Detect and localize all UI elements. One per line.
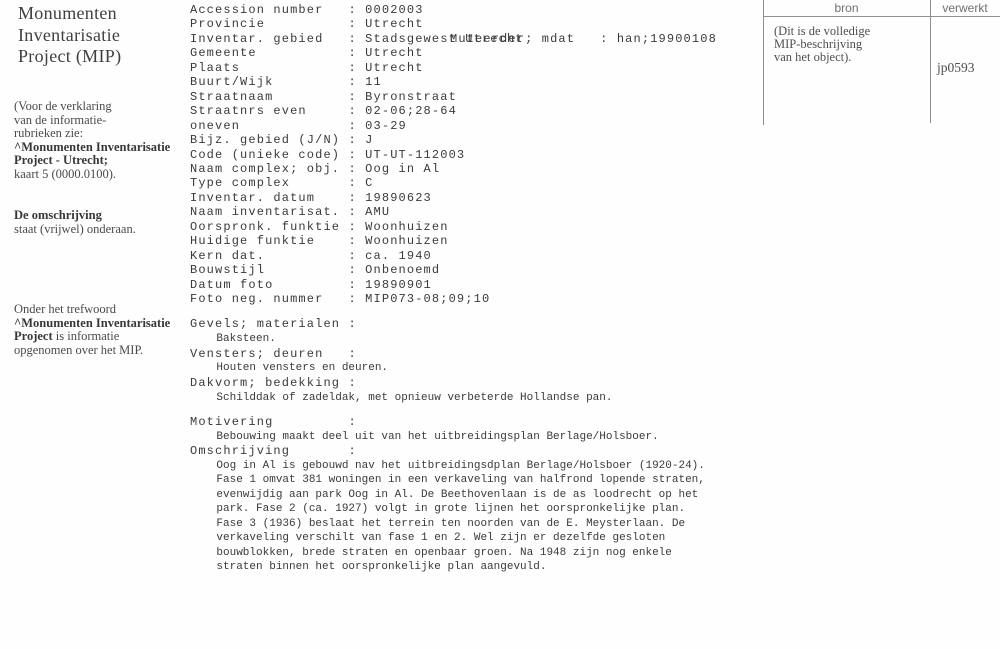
line: Muteerder; mdat : han;19900108 <box>450 31 717 46</box>
record-line: Schilddak of zadeldak, met opnieuw verbeterde Hollandse pan. <box>190 391 613 404</box>
record-line: Dakvorm; bedekking : <box>190 376 357 391</box>
record-line: Baksteen. <box>190 332 276 345</box>
record-line: bouwblokken, brede straten en openbaar groen. Na 1948 zijn nog enkele <box>190 546 672 559</box>
text-segment: is informatie <box>52 329 120 344</box>
field-line: Accession number : 0002003 <box>190 3 424 17</box>
mip-title <box>18 3 121 68</box>
field-line: Bijz. gebied (J/N) : J <box>190 133 374 148</box>
text-segment: van de informatie- <box>14 112 107 127</box>
record-line: Fase 1 omvat 381 woningen in een verkaveling van halfrond lopende straten, <box>190 474 705 486</box>
title-line: Project (MIP) <box>18 46 122 66</box>
record-line: straten binnen het oorspronkelijke plan aangevuld. <box>190 561 547 573</box>
field-line: Gemeente : Utrecht <box>190 46 424 61</box>
note-line <box>14 114 170 128</box>
field-line: Buurt/Wijk : 11 <box>190 75 382 90</box>
field-line: Bouwstijl : Onbenoemd <box>190 263 441 278</box>
record-line: Fase 3 (1936) beslaat het terrein ten noorden van de E. Meysterlaan. De <box>190 517 686 530</box>
record-line: Bebouwing maakt deel uit van het uitbreidingsplan Berlage/Holsboer. <box>190 430 659 443</box>
materials-section <box>190 317 612 406</box>
bron-note <box>774 25 870 64</box>
note-line <box>14 330 170 344</box>
text-segment: opgenomen over het MIP. <box>14 342 144 357</box>
field-line: Datum foto : 19890901 <box>190 277 432 292</box>
note-line <box>14 344 170 358</box>
text-segment: Onder het trefwoord <box>14 302 117 316</box>
text-segment: (Voor de verklaring <box>14 99 112 113</box>
record-line: Oog in Al is gebouwd nav het uitbreidingsdplan Berlage/Holsboer (1920-24). <box>190 459 705 472</box>
note-line <box>14 223 136 237</box>
note-line <box>14 127 170 141</box>
text-segment: staat (vrijwel) onderaan. <box>14 221 136 236</box>
field-line: Type complex : C <box>190 176 374 191</box>
field-line: Foto neg. nummer : MIP073-08;09;10 <box>190 292 491 307</box>
record-line: Omschrijving : <box>190 444 357 458</box>
field-line: Code (unieke code) : UT-UT-112003 <box>190 147 466 162</box>
title-line: Inventarisatie <box>18 24 121 45</box>
title-line: Monumenten <box>18 3 117 23</box>
field-line: Straatnaam : Byronstraat <box>190 89 457 104</box>
table-column-divider <box>930 0 931 123</box>
record-line: Vensters; deuren : <box>190 346 357 361</box>
field-line: Oorspronk. funktie : Woonhuizen <box>190 219 449 234</box>
text-segment: Project - Utrecht; <box>14 153 108 168</box>
field-line: Naam complex; obj. : Oog in Al <box>190 161 441 176</box>
description-section <box>190 415 705 575</box>
field-line: Huidige funktie : Woonhuizen <box>190 234 449 249</box>
text-segment: Project <box>14 329 53 344</box>
record-fields <box>190 3 524 307</box>
field-line: oneven : 03-29 <box>190 118 407 133</box>
record-line: Gevels; materialen : <box>190 317 357 331</box>
note-line <box>14 100 170 114</box>
field-line: Inventar. gebied : Stadsgewest Utrecht <box>190 31 524 46</box>
record-line: verkaveling verschilt van fase 1 en 2. Wel zijn er dezelfde gesloten <box>190 532 666 544</box>
sidebar-note-omschrijving <box>14 209 136 236</box>
field-line: Naam inventarisat. : AMU <box>190 205 391 220</box>
text-segment: kaart 5 (0000.0100). <box>14 166 117 181</box>
sidebar-note-trefwoord <box>14 303 170 357</box>
note-line <box>14 303 170 317</box>
text-segment: De omschrijving <box>14 208 102 222</box>
record-line: Houten vensters en deuren. <box>190 362 389 375</box>
record-line: evenwijdig aan park Oog in Al. De Beethovenlaan is de as loodrecht op het <box>190 488 699 501</box>
note-line <box>14 317 170 331</box>
field-line: Plaats : Utrecht <box>190 60 424 75</box>
field-line: Inventar. datum : 19890623 <box>190 190 432 205</box>
field-line: Straatnrs even : 02-06;28-64 <box>190 104 457 119</box>
bron-note-line: (Dit is de volledige <box>774 24 871 38</box>
table-left-border <box>763 0 764 125</box>
record-line: park. Fase 2 (ca. 1927) volgt in grote lijnen het oorspronkelijke plan. <box>190 503 686 515</box>
bron-note-line: van het object). <box>774 49 852 64</box>
note-line <box>14 141 170 155</box>
field-line: Provincie : Utrecht <box>190 17 424 32</box>
bron-column-header: bron <box>834 1 859 15</box>
bron-note-line: MIP-beschrijving <box>774 36 863 51</box>
record-line: Motivering : <box>190 415 357 429</box>
text-segment: rubrieken zie: <box>14 126 84 141</box>
verwerkt-column-header: verwerkt <box>942 1 988 15</box>
note-line <box>14 209 136 223</box>
text-segment: ^Monumenten Inventarisatie <box>14 139 171 154</box>
field-line: Kern dat. : ca. 1940 <box>190 248 432 263</box>
verwerkt-code: jp0593 <box>937 60 975 75</box>
sidebar-note-explanation <box>14 100 170 182</box>
note-line <box>14 154 170 168</box>
note-line <box>14 168 170 182</box>
table-header-underline <box>763 16 1000 17</box>
text-segment: ^Monumenten Inventarisatie <box>14 315 171 330</box>
